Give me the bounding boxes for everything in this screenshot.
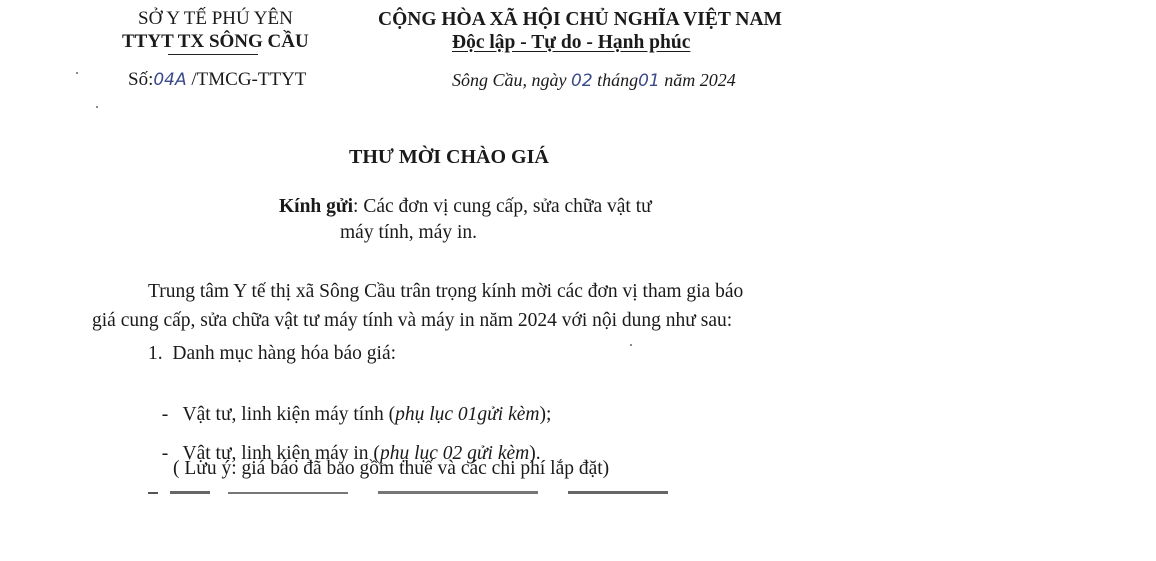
bullet1-suffix: ); <box>539 404 552 425</box>
price-note: ( Lưu ý: giá báo đã bao gồm thuế và các chi phí lắp đặt) <box>173 458 610 479</box>
day-handwritten: 02 <box>571 71 593 91</box>
issuing-unit: TTYT TX SÔNG CẦU <box>122 31 309 52</box>
bullet2-italic: phụ lục 02 gửi kèm <box>379 443 530 464</box>
bullet1-italic: phụ lục 01gửi kèm <box>395 404 540 425</box>
bullet1-prefix: - Vật tư, linh kiện máy tính ( <box>161 404 396 425</box>
national-motto: Độc lập - Tự do - Hạnh phúc <box>452 32 691 53</box>
month-handwritten: 01 <box>638 71 660 91</box>
recipient-text-1: : Các đơn vị cung cấp, sửa chữa vật tư <box>353 196 652 217</box>
list-item-1: 1. Danh mục hàng hóa báo giá: <box>148 343 397 364</box>
bullet-computer-parts <box>152 382 551 426</box>
unit-underline <box>168 54 258 55</box>
recipient-line-2: máy tính, máy in. <box>340 222 478 243</box>
document-title: THƯ MỜI CHÀO GIÁ <box>349 146 549 168</box>
doc-no-prefix: Số: <box>128 69 154 90</box>
issuing-department: SỞ Y TẾ PHÚ YÊN <box>138 8 293 29</box>
body-paragraph-line-1: Trung tâm Y tế thị xã Sông Cầu trân trọng kính mời các đơn vị tham gia báo <box>148 281 744 302</box>
doc-no-suffix: /TMCG-TTYT <box>191 69 307 90</box>
bullet2-suffix: ). <box>529 443 541 464</box>
date-year-label: năm 2024 <box>664 70 736 90</box>
scan-speck <box>96 106 98 108</box>
recipient-line-1 <box>279 196 652 218</box>
national-title: CỘNG HÒA XÃ HỘI CHỦ NGHĨA VIỆT NAM <box>378 9 782 30</box>
body-paragraph-line-2: giá cung cấp, sửa chữa vật tư máy tính và máy in năm 2024 với nội dung như sau: <box>92 310 733 331</box>
doc-no-handwritten: 04A <box>153 70 187 90</box>
bullet2-prefix: - Vật tư, linh kiện máy in ( <box>161 443 380 464</box>
date-line <box>452 70 736 91</box>
document-number <box>128 69 306 91</box>
scan-speck <box>76 72 78 74</box>
date-prefix: Sông Cầu, ngày <box>452 70 567 90</box>
recipient-label: Kính gửi <box>279 196 354 217</box>
scan-speck <box>630 344 632 346</box>
cutoff-text-remnant <box>148 490 708 494</box>
date-month-label: tháng <box>597 70 639 90</box>
